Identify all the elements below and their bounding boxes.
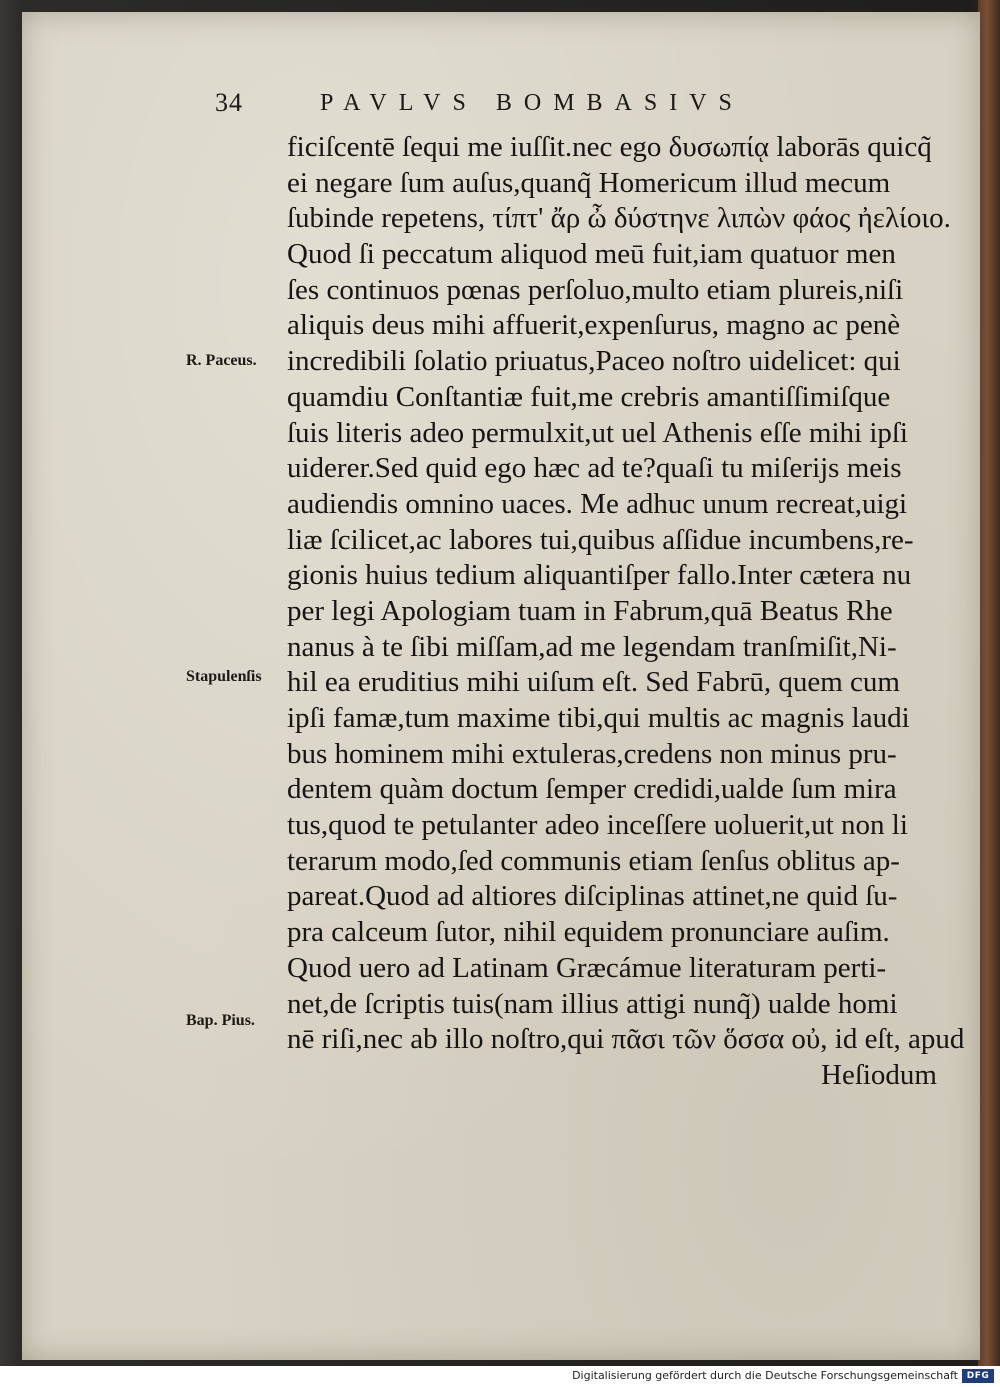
page-number: 34 — [215, 88, 243, 117]
text-line: ſes continuos pœnas perſoluo,multo etiam plureis,niſi — [287, 273, 904, 306]
footer-credit: Digitalisierung gefördert durch die Deutsche Forschungsgemeinschaft — [572, 1369, 958, 1382]
text-line: quamdiu Conſtantiæ fuit,me crebris amantiſſimiſque — [287, 380, 891, 413]
text-line: terarum modo,ſed communis etiam ſenſus oblitus ap- — [287, 844, 900, 877]
text-line: ei negare ſum auſus,quanq̃ Homericum illud mecum — [287, 166, 891, 199]
marginal-note: Bap. Pius. — [186, 1012, 255, 1029]
footer-bar — [0, 1366, 1000, 1387]
text-line: liæ ſcilicet,ac labores tui,quibus aſſidue incumbens,re- — [287, 523, 914, 556]
text-line: uiderer.Sed quid ego hæc ad te?quaſi tu miſerijs meis — [287, 452, 902, 485]
text-line: per legi Apologiam tuam in Fabrum,quā Beatus Rhe — [287, 594, 893, 627]
text-line: hil ea eruditius mihi uiſum eſt. Sed Fabrū, quem cum — [287, 666, 900, 699]
text-line: pra calceum ſutor, nihil equidem pronunciare auſim. — [287, 916, 890, 949]
text-line: ſubinde repetens, τίπτ' ἄρ ὦ δύστηνε λιπὼν φάος ἠελίοιο. — [287, 202, 951, 235]
marginal-note: R. Paceus. — [186, 352, 257, 369]
text-line: ficiſcentē ſequi me iuſſit.nec ego δυσωπίᾳ laborās quicq̃ — [287, 131, 932, 163]
page-header — [215, 88, 895, 124]
text-line: audiendis omnino uaces. Me adhuc unum recreat,uigi — [287, 487, 908, 520]
text-line: tus,quod te petulanter adeo inceſſere uoluerit,ut non li — [287, 809, 908, 842]
text-line: dentem quàm doctum ſemper credidi,ualde ſum mira — [287, 773, 897, 806]
text-line: nē riſi,nec ab illo noſtro,qui πᾶσι τῶν ὅσσα οὐ, id eſt, apud — [287, 1023, 965, 1056]
dfg-logo: DFG — [962, 1369, 994, 1383]
text-line: net,de ſcriptis tuis(nam illius attigi nunq̃) ualde homi — [287, 987, 898, 1020]
text-line: incredibili ſolatio priuatus,Paceo noſtro uidelicet: qui — [287, 345, 901, 378]
book-spine-edge — [978, 0, 1000, 1366]
text-line: nanus à te ſibi miſſam,ad me legendam tranſmiſit,Ni- — [287, 630, 897, 663]
text-line: Quod uero ad Latinam Græcámue literaturam perti- — [287, 951, 887, 984]
text-line: Quod ſi peccatum aliquod meū fuit,iam quatuor men — [287, 238, 896, 271]
text-line: pareat.Quod ad altiores diſciplinas attinet,ne quid ſu- — [287, 880, 898, 913]
text-line: ſuis literis adeo permulxit,ut uel Athenis eſſe mihi ipſi — [287, 416, 908, 449]
body-text — [287, 130, 965, 1094]
marginal-note: Stapulenſis — [186, 668, 262, 685]
running-title: PAVLVS BOMBASIVS — [320, 90, 744, 116]
text-line: ipſi famæ,tum maxime tibi,qui multis ac magnis laudi — [287, 702, 910, 734]
text-line: aliquis deus mihi affuerit,expenſurus, magno ac penè — [287, 309, 901, 342]
text-line: bus hominem mihi extuleras,credens non minus pru- — [287, 737, 897, 770]
text-line: gionis huius tedium aliquantiſper fallo.Inter cætera nu — [287, 559, 912, 592]
catchword: Heſiodum — [821, 1058, 937, 1091]
